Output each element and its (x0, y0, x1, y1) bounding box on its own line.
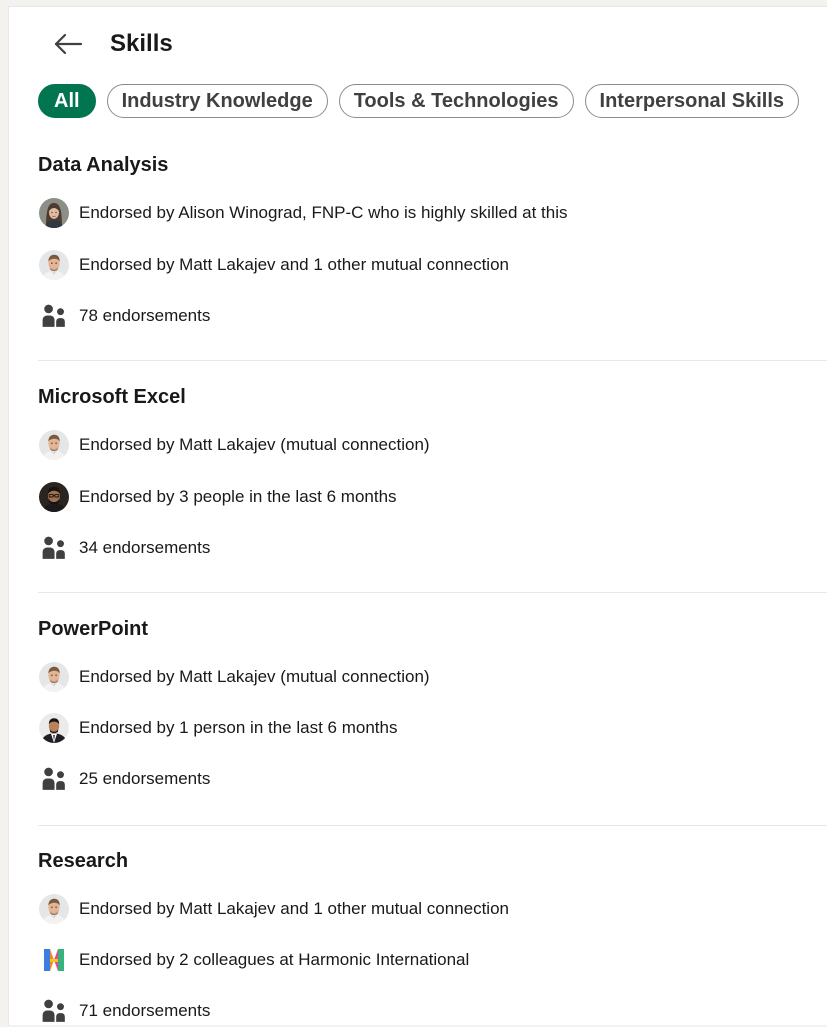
endorsement-text: Endorsed by Matt Lakajev and 1 other mutual connection (79, 899, 509, 918)
endorsement-count-row[interactable] (38, 763, 818, 795)
endorsement-text: Endorsed by Alison Winograd, FNP-C who is highly skilled at this (79, 203, 568, 222)
endorsement-count: 34 endorsements (79, 538, 211, 557)
endorsement-text: Endorsed by Matt Lakajev and 1 other mutual connection (79, 255, 509, 274)
skill-filter-bar (38, 84, 799, 118)
endorsement-text: Endorsed by Matt Lakajev (mutual connection) (79, 435, 430, 454)
avatar-matt-icon (39, 662, 69, 692)
endorsement-row[interactable] (38, 197, 818, 229)
section-divider (38, 592, 827, 593)
skill-name[interactable]: PowerPoint (38, 618, 149, 640)
endorsement-text: Endorsed by Matt Lakajev (mutual connection) (79, 667, 430, 686)
endorsement-row[interactable] (38, 481, 818, 513)
endorsement-count-row[interactable] (38, 995, 818, 1027)
endorsement-count: 71 endorsements (79, 1001, 211, 1020)
filter-industry-knowledge[interactable]: Industry Knowledge (107, 84, 328, 118)
arrow-left-icon (53, 32, 83, 56)
avatar-matt-icon (39, 430, 69, 460)
avatar-person-suit-icon (39, 713, 69, 743)
endorsement-text: Endorsed by 1 person in the last 6 months (79, 718, 398, 737)
people-icon (41, 766, 67, 792)
avatar-person-dark-icon (39, 482, 69, 512)
avatar-alison-icon (39, 198, 69, 228)
page-title: Skills (110, 30, 173, 57)
skill-name[interactable]: Microsoft Excel (38, 386, 186, 408)
page-header (9, 7, 827, 79)
skills-panel (8, 6, 827, 1025)
skill-name[interactable]: Data Analysis (38, 154, 169, 176)
filter-all[interactable]: All (38, 84, 96, 118)
endorsement-row[interactable] (38, 429, 818, 461)
endorsement-count-row[interactable] (38, 300, 818, 332)
endorsement-row[interactable] (38, 661, 818, 693)
endorsement-text: Endorsed by 2 colleagues at Harmonic International (79, 950, 470, 969)
endorsement-row[interactable] (38, 944, 818, 976)
endorsement-row[interactable] (38, 893, 818, 925)
filter-interpersonal-skills[interactable]: Interpersonal Skills (585, 84, 800, 118)
endorsement-row[interactable] (38, 249, 818, 281)
avatar-matt-icon (39, 250, 69, 280)
endorsement-count-row[interactable] (38, 532, 818, 564)
skill-section-research (38, 849, 827, 1025)
endorsement-row[interactable] (38, 712, 818, 744)
skill-section-microsoft-excel (38, 385, 827, 595)
avatar-matt-icon (39, 894, 69, 924)
skill-section-powerpoint (38, 617, 827, 827)
section-divider (38, 825, 827, 826)
people-icon (41, 303, 67, 329)
people-icon (41, 535, 67, 561)
endorsement-text: Endorsed by 3 people in the last 6 months (79, 487, 397, 506)
people-icon (41, 998, 67, 1024)
endorsement-count: 78 endorsements (79, 306, 211, 325)
section-divider (38, 360, 827, 361)
skill-name[interactable]: Research (38, 850, 129, 872)
harmonic-logo-icon (39, 945, 69, 975)
back-button[interactable] (51, 27, 85, 61)
skill-section-data-analysis (38, 153, 827, 363)
endorsement-count: 25 endorsements (79, 769, 211, 788)
filter-tools-technologies[interactable]: Tools & Technologies (339, 84, 574, 118)
